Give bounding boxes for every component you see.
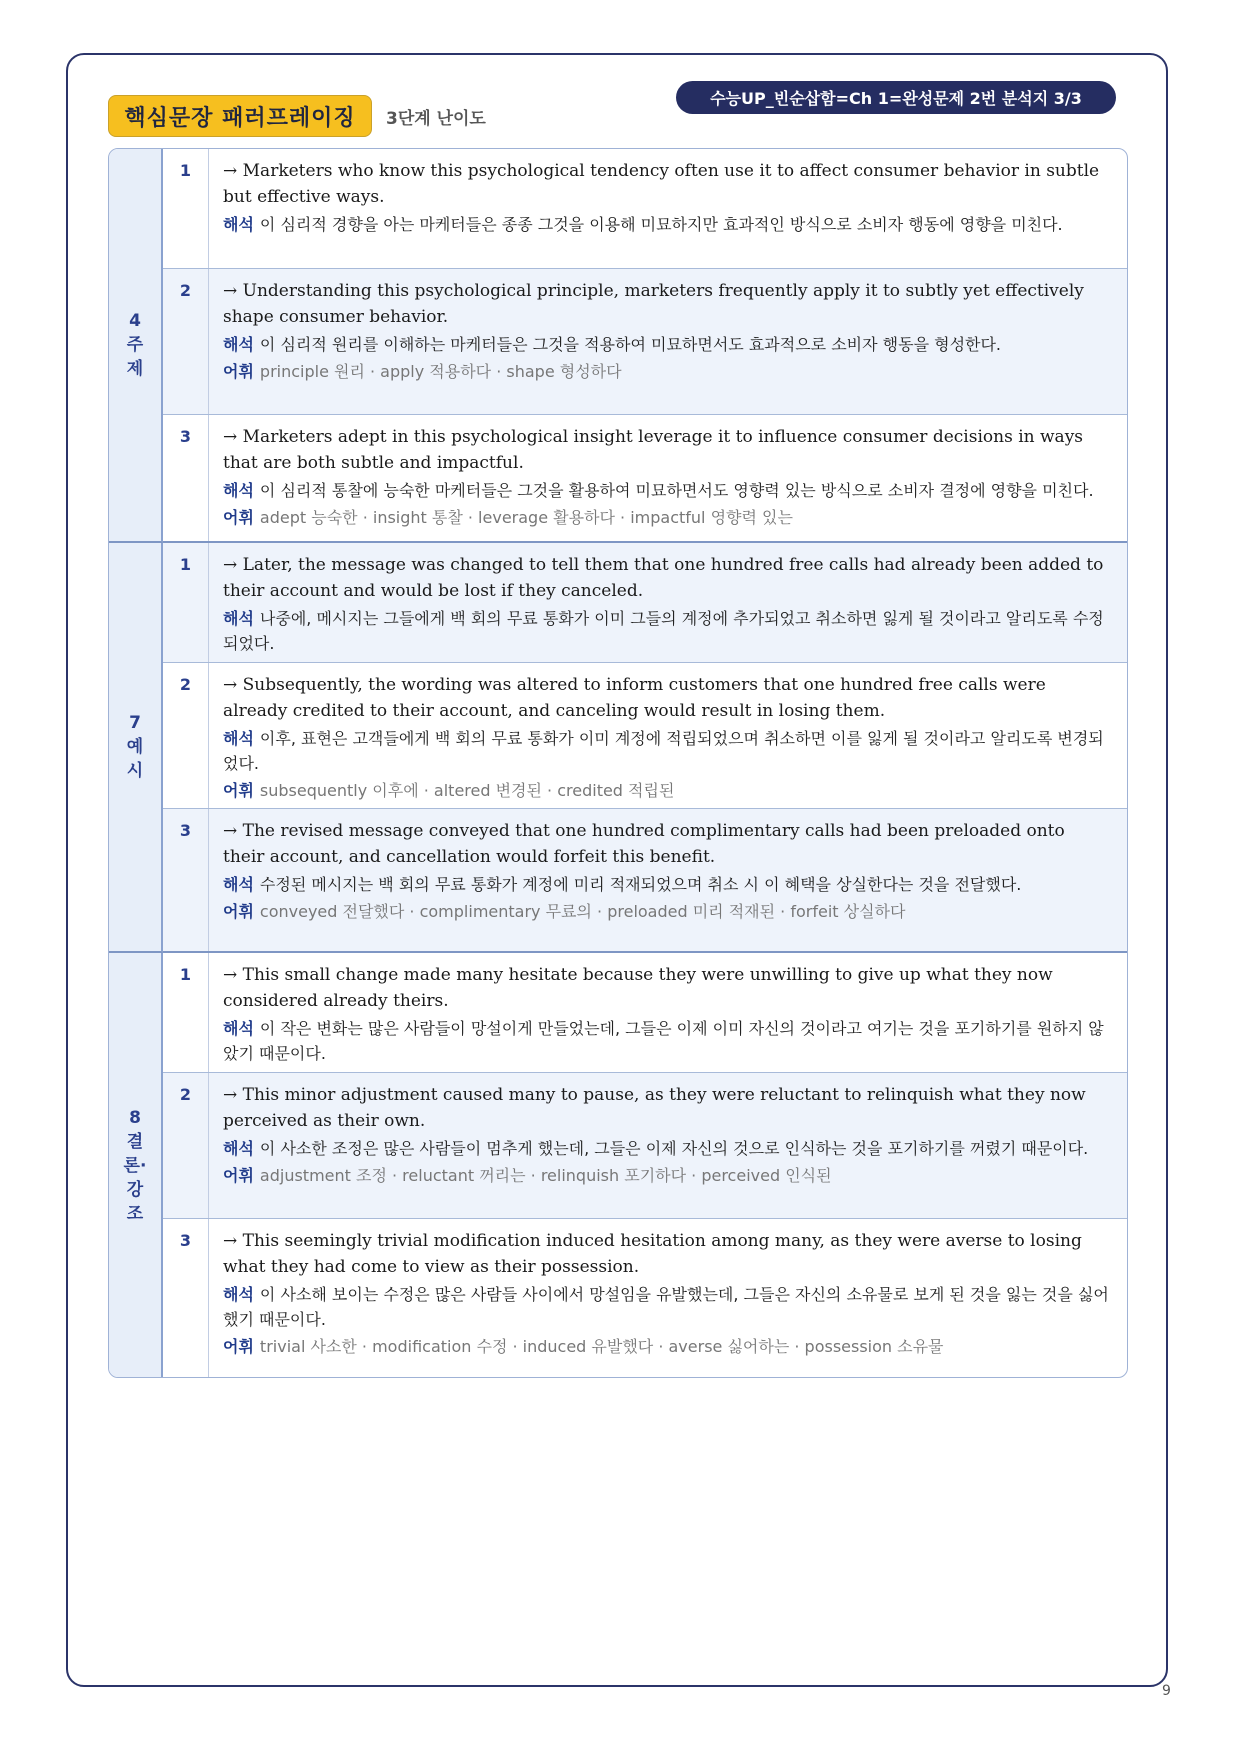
group-char: 시 [126,761,144,781]
group-char: 예 [126,737,144,757]
translation-line [223,1016,1109,1066]
english-sentence: → Later, the message was changed to tell them that one hundred free calls had already been added to their account and would be lost if they canceled. [223,555,1104,601]
english-sentence: → Marketers adept in this psychological insight leverage it to influence consumer decisions in ways that are both subtle and impactful. [223,427,1084,473]
english-sentence: → The revised message conveyed that one hundred complimentary calls had been preloaded onto their account, and cancellation would forfeit this benefit. [223,821,1065,867]
vocab-text: subsequently 이후에 · altered 변경된 · credited 적립된 [259,781,675,800]
group-char: 조 [126,1204,144,1224]
translation-label: 해석 [223,1139,254,1158]
vocab-line [223,1334,1109,1359]
table-row [163,1219,1127,1378]
translation-text: 이후, 표현은 고객들에게 백 회의 무료 통화가 이미 계정에 적립되었으며 취소하면 이를 잃게 될 것이라고 알리도록 변경되었다. [223,729,1104,773]
english-sentence: → This minor adjustment caused many to pause, as they were reluctant to relinquish what they now perceived as their own. [223,1085,1086,1131]
translation-label: 해석 [223,481,254,500]
table-row [163,415,1127,543]
translation-label: 해석 [223,1285,254,1304]
vocab-text: conveyed 전달했다 · complimentary 무료의 · preloaded 미리 적재된 · forfeit 상실하다 [259,902,906,921]
row-number: 2 [163,269,209,414]
table-row [163,1073,1127,1219]
vocab-text: adjustment 조정 · reluctant 꺼리는 · relinquish 포기하다 · perceived 인식된 [259,1166,832,1185]
english-sentence: → Marketers who know this psychological tendency often use it to affect consumer behavior in subtle but effective ways. [223,161,1100,207]
paraphrase-table [108,148,1128,1378]
translation-text: 이 사소한 조정은 많은 사람들이 멈추게 했는데, 그들은 이제 자신의 것으로 인식하는 것을 포기하기를 꺼렸기 때문이다. [259,1139,1089,1158]
page-number: 9 [1162,1683,1171,1699]
vocab-line [223,359,1109,384]
translation-label: 해석 [223,609,254,628]
translation-line [223,1136,1109,1161]
group-char: 강 [126,1180,144,1200]
translation-text: 이 작은 변화는 많은 사람들이 망설이게 만들었는데, 그들은 이제 이미 자신의 것이라고 여기는 것을 포기하기를 원하지 않았기 때문이다. [223,1019,1104,1063]
vocab-label: 어휘 [223,781,254,800]
translation-label: 해석 [223,729,254,748]
table-row [163,953,1127,1073]
vocab-label: 어휘 [223,362,254,381]
vocab-label: 어휘 [223,508,254,527]
translation-text: 이 심리적 경향을 아는 마케터들은 종종 그것을 이용해 미묘하지만 효과적인 방식으로 소비자 행동에 영향을 미친다. [259,215,1063,234]
group-cell-topic [109,149,163,543]
vocab-line [223,1163,1109,1188]
translation-label: 해석 [223,1019,254,1038]
group-char: 주 [126,335,144,355]
translation-text: 이 심리적 원리를 이해하는 마케터들은 그것을 적용하여 미묘하면서도 효과적으로 소비자 행동을 형성한다. [259,335,1002,354]
table-row [163,149,1127,269]
vocab-text: principle 원리 · apply 적용하다 · shape 형성하다 [259,362,622,381]
translation-line [223,212,1109,237]
group-cell-conclusion [109,953,163,1378]
english-sentence: → This seemingly trivial modification induced hesitation among many, as they were averse to losing what they had come to view as their possession. [223,1231,1082,1277]
row-number: 1 [163,953,209,1072]
vocab-line [223,899,1109,924]
group-number: 7 [129,713,141,733]
english-sentence: → Subsequently, the wording was altered to inform customers that one hundred free calls were already credited to their account, and canceling would result in losing them. [223,675,1046,721]
vocab-text: adept 능숙한 · insight 통찰 · leverage 활용하다 · impactful 영향력 있는 [259,508,793,527]
row-number: 2 [163,1073,209,1218]
translation-line [223,332,1109,357]
translation-text: 나중에, 메시지는 그들에게 백 회의 무료 통화가 이미 그들의 계정에 추가되었고 취소하면 잃게 될 것이라고 알리도록 수정되었다. [223,609,1104,653]
group-number: 8 [129,1108,141,1128]
group-cell-example [109,543,163,953]
row-number: 2 [163,663,209,808]
table-row [163,663,1127,809]
translation-text: 이 사소해 보이는 수정은 많은 사람들 사이에서 망설임을 유발했는데, 그들은 자신의 소유물로 보게 된 것을 잃는 것을 싫어했기 때문이다. [223,1285,1109,1329]
section-title-badge: 핵심문장 패러프레이징 [108,95,372,137]
group-number: 4 [129,311,141,331]
translation-line [223,872,1109,897]
vocab-label: 어휘 [223,902,254,921]
vocab-line [223,778,1109,803]
row-number: 3 [163,415,209,541]
translation-label: 해석 [223,215,254,234]
vocab-label: 어휘 [223,1337,254,1356]
group-char: 결 [126,1132,144,1152]
row-number: 3 [163,809,209,951]
group-char: 제 [126,359,144,379]
translation-label: 해석 [223,875,254,894]
document-label-pill: 수능UP_빈순삽함=Ch 1=완성문제 2번 분석지 3/3 [676,81,1116,114]
table-row [163,543,1127,663]
row-number: 1 [163,149,209,268]
vocab-line [223,505,1109,530]
vocab-text: trivial 사소한 · modification 수정 · induced 유발했다 · averse 싫어하는 · possession 소유물 [259,1337,944,1356]
difficulty-level: 3단계 난이도 [386,109,486,129]
english-sentence: → This small change made many hesitate because they were unwilling to give up what they now considered already theirs. [223,965,1053,1011]
english-sentence: → Understanding this psychological principle, marketers frequently apply it to subtly yet effectively shape consumer behavior. [223,281,1084,327]
translation-text: 이 심리적 통찰에 능숙한 마케터들은 그것을 활용하여 미묘하면서도 영향력 있는 방식으로 소비자 결정에 영향을 미친다. [259,481,1094,500]
group-char: 론· [123,1156,147,1176]
vocab-label: 어휘 [223,1166,254,1185]
translation-line [223,478,1109,503]
translation-line [223,606,1109,656]
translation-label: 해석 [223,335,254,354]
table-row [163,269,1127,415]
row-number: 3 [163,1219,209,1378]
translation-line [223,726,1109,776]
translation-line [223,1282,1109,1332]
table-row [163,809,1127,953]
row-number: 1 [163,543,209,662]
translation-text: 수정된 메시지는 백 회의 무료 통화가 계정에 미리 적재되었으며 취소 시 이 혜택을 상실한다는 것을 전달했다. [259,875,1022,894]
